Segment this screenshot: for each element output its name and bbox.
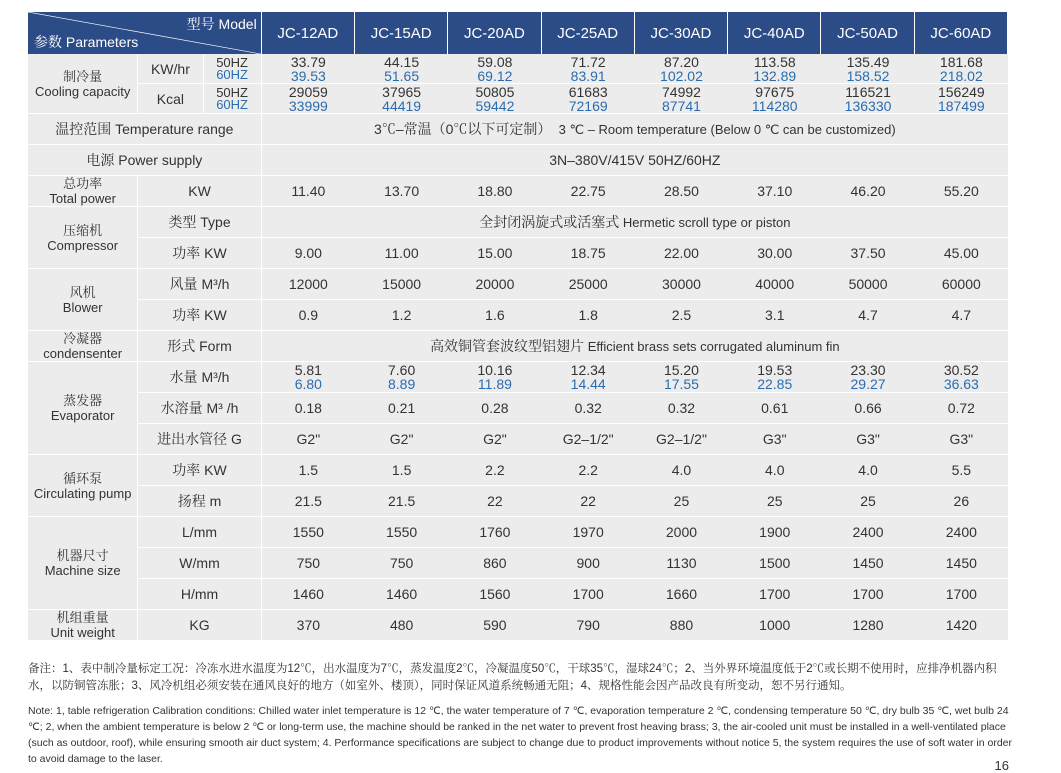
size-h-cell: 1700 (821, 579, 914, 610)
blower-air-cell: 15000 (355, 269, 448, 300)
blower-air-cell: 60000 (915, 269, 1008, 300)
evaporator-water-cell: 15.20 17.55 (635, 362, 728, 393)
total-power-row (28, 176, 1008, 207)
cooling-kw-cell: 181.68 218.02 (915, 54, 1008, 84)
blower-power-cell: 1.2 (355, 300, 448, 331)
size-w-row (28, 548, 1008, 579)
size-h-cell: 1700 (728, 579, 821, 610)
size-h-row (28, 579, 1008, 610)
evaporator-pipe-cell: G2" (448, 424, 541, 455)
size-h-cell: 1460 (262, 579, 355, 610)
pump-head-cell: 25 (728, 486, 821, 517)
blower-air-cell: 25000 (542, 269, 635, 300)
weight-row (28, 610, 1008, 641)
pump-head-label: 扬程 m (138, 486, 261, 517)
pump-head-cell: 25 (635, 486, 728, 517)
size-w-cell: 900 (542, 548, 635, 579)
blower-air-cell: 40000 (728, 269, 821, 300)
total-power-cell: 55.20 (915, 176, 1008, 207)
blower-air-row (28, 269, 1008, 300)
blower-power-cell: 0.9 (262, 300, 355, 331)
pump-head-cell: 22 (448, 486, 541, 517)
cooling-kcal-cell: 37965 44419 (355, 84, 448, 114)
evaporator-pipe-cell: G2" (262, 424, 355, 455)
notes-cn: 备注：1、表中制冷量标定工况：冷冻水进水温度为12℃，出水温度为7℃，蒸发温度2℃，冷凝温度50℃，干球35℃，湿球24℃；2、当外界环境温度低于2℃或长期不使用时，应排净机器内积水，以防铜管冻胀；3、风冷机组必须安装在通风良好的地方（如室外、楼顶），同时保证风道系统畅通无阻；4、规格性能会因产品改良有所变动，恕不另行通知。 (28, 663, 997, 692)
blower-power-cell: 3.1 (728, 300, 821, 331)
compressor-power-label: 功率 KW (138, 238, 261, 269)
spec-table (28, 12, 1008, 641)
params-label: 参数 Parameters (34, 34, 139, 50)
cooling-kcal-cell: 50805 59442 (448, 84, 541, 114)
cooling-kw-row (28, 54, 1008, 84)
compressor-label: 压缩机 Compressor (28, 207, 138, 269)
weight-label: 机组重量 Unit weight (28, 610, 138, 641)
pump-head-row (28, 486, 1008, 517)
size-l-cell: 1970 (542, 517, 635, 548)
evaporator-water-cell: 10.16 11.89 (448, 362, 541, 393)
blower-air-cell: 20000 (448, 269, 541, 300)
weight-cell: 1000 (728, 610, 821, 641)
power-supply-label: 电源 Power supply (28, 145, 262, 176)
pump-head-cell: 21.5 (262, 486, 355, 517)
evaporator-water-cell: 23.30 29.27 (821, 362, 914, 393)
pump-label: 循环泵 Circulating pump (28, 455, 138, 517)
evaporator-pipe-cell: G3" (821, 424, 914, 455)
size-label: 机器尺寸 Machine size (28, 517, 138, 610)
page-number: 16 (994, 758, 1009, 773)
total-power-cell: 18.80 (448, 176, 541, 207)
evaporator-vol-cell: 0.18 (262, 393, 355, 424)
compressor-power-cell: 30.00 (728, 238, 821, 269)
size-l-cell: 2400 (821, 517, 914, 548)
evaporator-water-cell: 19.53 22.85 (728, 362, 821, 393)
cooling-label-en: Cooling capacity (34, 83, 131, 99)
hz-label: 50HZ 60HZ (204, 54, 262, 84)
evaporator-pipe-row (28, 424, 1008, 455)
blower-label: 风机 Blower (28, 269, 138, 331)
total-power-cell: 13.70 (355, 176, 448, 207)
header-corner (28, 12, 262, 54)
weight-cell: 480 (355, 610, 448, 641)
evaporator-vol-cell: 0.32 (635, 393, 728, 424)
evaporator-pipe-cell: G3" (915, 424, 1008, 455)
power-supply-row (28, 145, 1008, 176)
size-l-label: L/mm (138, 517, 261, 548)
compressor-type-row (28, 207, 1008, 238)
compressor-type-value: 全封闭涡旋式或活塞式 Hermetic scroll type or piston (262, 207, 1008, 238)
size-w-cell: 1130 (635, 548, 728, 579)
cooling-kw-cell: 135.49 158.52 (821, 54, 914, 84)
evaporator-vol-row (28, 393, 1008, 424)
compressor-power-cell: 37.50 (821, 238, 914, 269)
evaporator-water-label: 水量 M³/h (138, 362, 261, 393)
pump-power-cell: 1.5 (355, 455, 448, 486)
size-h-cell: 1560 (448, 579, 541, 610)
header-row (28, 12, 1008, 54)
blower-air-cell: 50000 (821, 269, 914, 300)
size-w-cell: 750 (355, 548, 448, 579)
weight-cell: 880 (635, 610, 728, 641)
evaporator-vol-label: 水溶量 M³ /h (138, 393, 261, 424)
notes-en: Note: 1, table refrigeration Calibration conditions: Chilled water inlet temperature is 12 ℃, the water temperature of 7 ℃, evaporation temperature 2 ℃, condensing temperature 50 ℃, dry bulb 35 ℃, wet bulb 24 ℃; 2, when the ambient temperature is below 2 ℃ or long-term use, the machine should be ranked in the net water to prevent frost heaving brass; 3, the air-cooled unit must be installed in a well-ventilated place (such as outdoor, roof), while ensuring smooth air duct system; 4. Performance specifications are subject to change due to product improvements without notice 5, the system requires the use of soft water in order to avoid damage to the laser. (28, 705, 1012, 765)
model-header: JC-20AD (448, 12, 541, 54)
compressor-power-cell: 45.00 (915, 238, 1008, 269)
size-h-cell: 1700 (542, 579, 635, 610)
compressor-power-cell: 22.00 (635, 238, 728, 269)
pump-head-cell: 26 (915, 486, 1008, 517)
size-h-cell: 1460 (355, 579, 448, 610)
model-label: 型号 Model (186, 16, 257, 32)
evaporator-vol-cell: 0.21 (355, 393, 448, 424)
cooling-kw-cell: 71.72 83.91 (542, 54, 635, 84)
evaporator-vol-cell: 0.72 (915, 393, 1008, 424)
evaporator-water-cell: 5.81 6.80 (262, 362, 355, 393)
blower-power-cell: 1.6 (448, 300, 541, 331)
pump-power-row (28, 455, 1008, 486)
weight-cell: 590 (448, 610, 541, 641)
temp-range-row (28, 114, 1008, 145)
pump-power-cell: 4.0 (635, 455, 728, 486)
model-header: JC-40AD (728, 12, 821, 54)
evaporator-water-cell: 7.60 8.89 (355, 362, 448, 393)
cooling-kcal-cell: 29059 33999 (262, 84, 355, 114)
condenser-label: 冷凝器 condensenter (28, 331, 138, 362)
total-power-cell: 46.20 (821, 176, 914, 207)
evaporator-vol-cell: 0.28 (448, 393, 541, 424)
size-h-cell: 1700 (915, 579, 1008, 610)
evaporator-water-cell: 12.34 14.44 (542, 362, 635, 393)
weight-cell: 790 (542, 610, 635, 641)
size-h-cell: 1660 (635, 579, 728, 610)
pump-power-cell: 2.2 (448, 455, 541, 486)
condenser-form-label: 形式 Form (138, 331, 261, 362)
evaporator-vol-cell: 0.32 (542, 393, 635, 424)
evaporator-label: 蒸发器 Evaporator (28, 362, 138, 455)
evaporator-water-row (28, 362, 1008, 393)
evaporator-pipe-label: 进出水管径 G (138, 424, 261, 455)
blower-power-label: 功率 KW (138, 300, 261, 331)
size-l-cell: 2000 (635, 517, 728, 548)
model-header: JC-60AD (915, 12, 1008, 54)
cooling-kcal-row (28, 84, 1008, 114)
weight-cell: 1420 (915, 610, 1008, 641)
model-header: JC-12AD (262, 12, 355, 54)
cooling-kw-cell: 87.20 102.02 (635, 54, 728, 84)
compressor-power-row (28, 238, 1008, 269)
pump-power-cell: 4.0 (821, 455, 914, 486)
blower-power-cell: 1.8 (542, 300, 635, 331)
size-w-cell: 1500 (728, 548, 821, 579)
cooling-kcal-unit: Kcal (138, 84, 203, 114)
total-power-cell: 37.10 (728, 176, 821, 207)
total-power-cell: 11.40 (262, 176, 355, 207)
condenser-form-value: 高效铜管套波纹型铝翅片 Efficient brass sets corrugated aluminum fin (262, 331, 1008, 362)
evaporator-pipe-cell: G2–1/2" (542, 424, 635, 455)
blower-power-row (28, 300, 1008, 331)
power-supply-value: 3N–380V/415V 50HZ/60HZ (262, 145, 1008, 176)
blower-air-cell: 12000 (262, 269, 355, 300)
cooling-kw-unit: KW/hr (138, 54, 203, 84)
compressor-type-label: 类型 Type (138, 207, 261, 238)
size-w-label: W/mm (138, 548, 261, 579)
model-header: JC-30AD (635, 12, 728, 54)
pump-power-cell: 5.5 (915, 455, 1008, 486)
model-header: JC-25AD (542, 12, 635, 54)
pump-power-cell: 4.0 (728, 455, 821, 486)
size-w-cell: 1450 (821, 548, 914, 579)
temp-range-label: 温控范围 Temperature range (28, 114, 262, 145)
pump-power-cell: 2.2 (542, 455, 635, 486)
blower-power-cell: 4.7 (821, 300, 914, 331)
total-power-cell: 28.50 (635, 176, 728, 207)
size-l-cell: 1550 (262, 517, 355, 548)
total-power-cell: 22.75 (542, 176, 635, 207)
blower-air-label: 风量 M³/h (138, 269, 261, 300)
cooling-kw-cell: 113.58 132.89 (728, 54, 821, 84)
cooling-kcal-cell: 156249 187499 (915, 84, 1008, 114)
size-w-cell: 860 (448, 548, 541, 579)
evaporator-vol-cell: 0.61 (728, 393, 821, 424)
evaporator-pipe-cell: G3" (728, 424, 821, 455)
blower-power-cell: 2.5 (635, 300, 728, 331)
weight-unit: KG (138, 610, 261, 641)
size-l-cell: 1550 (355, 517, 448, 548)
size-l-row (28, 517, 1008, 548)
pump-head-cell: 21.5 (355, 486, 448, 517)
pump-head-cell: 22 (542, 486, 635, 517)
cooling-kcal-cell: 97675 114280 (728, 84, 821, 114)
size-l-cell: 2400 (915, 517, 1008, 548)
compressor-power-cell: 9.00 (262, 238, 355, 269)
model-header: JC-15AD (355, 12, 448, 54)
size-w-cell: 750 (262, 548, 355, 579)
pump-head-cell: 25 (821, 486, 914, 517)
cooling-label (28, 54, 138, 114)
blower-air-cell: 30000 (635, 269, 728, 300)
size-l-cell: 1900 (728, 517, 821, 548)
condenser-row (28, 331, 1008, 362)
cooling-kw-cell: 59.08 69.12 (448, 54, 541, 84)
size-h-label: H/mm (138, 579, 261, 610)
blower-power-cell: 4.7 (915, 300, 1008, 331)
cooling-kw-cell: 33.79 39.53 (262, 54, 355, 84)
compressor-power-cell: 15.00 (448, 238, 541, 269)
weight-cell: 1280 (821, 610, 914, 641)
size-l-cell: 1760 (448, 517, 541, 548)
evaporator-pipe-cell: G2–1/2" (635, 424, 728, 455)
compressor-power-cell: 11.00 (355, 238, 448, 269)
temp-range-value: 3℃–常温（0℃以下可定制） 3 ℃ – Room temperature (Below 0 ℃ can be customized) (262, 114, 1008, 145)
hz-label: 50HZ 60HZ (204, 84, 262, 114)
evaporator-water-cell: 30.52 36.63 (915, 362, 1008, 393)
evaporator-pipe-cell: G2" (355, 424, 448, 455)
pump-power-label: 功率 KW (138, 455, 261, 486)
cooling-kcal-cell: 61683 72169 (542, 84, 635, 114)
cooling-label-cn: 制冷量 (63, 68, 103, 84)
weight-cell: 370 (262, 610, 355, 641)
model-header: JC-50AD (821, 12, 914, 54)
total-power-label: 总功率 Total power (28, 176, 138, 207)
pump-power-cell: 1.5 (262, 455, 355, 486)
compressor-power-cell: 18.75 (542, 238, 635, 269)
total-power-unit: KW (138, 176, 261, 207)
evaporator-vol-cell: 0.66 (821, 393, 914, 424)
cooling-kcal-cell: 74992 87741 (635, 84, 728, 114)
size-w-cell: 1450 (915, 548, 1008, 579)
cooling-kcal-cell: 116521 136330 (821, 84, 914, 114)
cooling-kw-cell: 44.15 51.65 (355, 54, 448, 84)
